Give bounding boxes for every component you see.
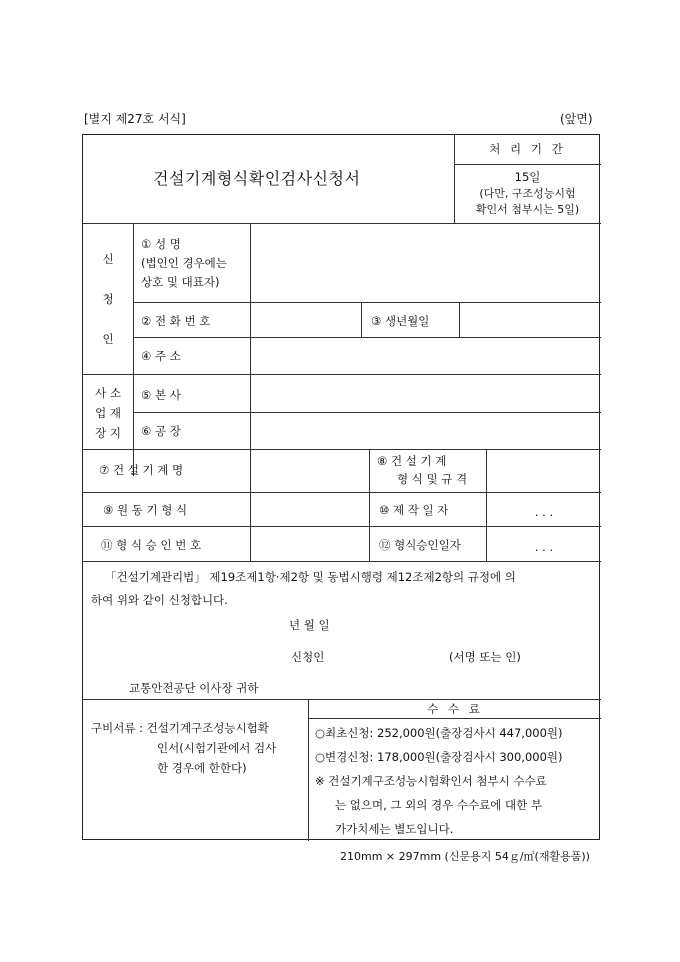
fee-first: ○최초신청: 252,000원(출장검사시 447,000원) — [315, 726, 563, 740]
applicant-sign-label: 신청인 — [291, 650, 325, 664]
addressee: 교통안전공단 이사장 귀하 — [129, 681, 259, 695]
name-note-1: (법인인 경우에는 — [141, 256, 227, 270]
processing-note-1: (다만, 구조성능시험 — [479, 187, 576, 200]
approval-no-field[interactable] — [251, 527, 368, 560]
birthdate-field[interactable] — [460, 303, 600, 337]
machine-spec-label-1: ⑧ 건 설 기 계 — [377, 454, 447, 468]
processing-period-label: 처 리 기 간 — [489, 142, 566, 156]
application-form — [82, 134, 600, 840]
machine-spec-label-2: 형 식 및 규 격 — [397, 472, 468, 486]
machine-spec-field[interactable] — [487, 450, 600, 492]
address-label: ④ 주 소 — [141, 349, 181, 363]
name-note-2: 상호 및 대표자) — [141, 275, 220, 289]
fee-note-1: ※ 건설기계구조성능시험확인서 첨부시 수수료 — [315, 774, 547, 788]
page-side: (앞면) — [560, 112, 593, 126]
fee-note-3: 가가치세는 별도입니다. — [335, 822, 454, 836]
paper-spec: 210mm × 297mm (신문용지 54ｇ/㎡(재활용품)) — [340, 850, 590, 863]
factory-label: ⑥ 공 장 — [141, 424, 181, 438]
mfg-date-field[interactable]: . . . — [534, 505, 554, 519]
machine-name-field[interactable] — [251, 450, 368, 492]
processing-days: 15일 — [514, 170, 541, 184]
declaration-line-1: 「건설기계관리법」 제19조제1항·제2항 및 동법시행령 제12조제2항의 규정에 의 — [105, 570, 516, 584]
business-label-1: 사 소 — [95, 386, 121, 400]
headquarters-label: ⑤ 본 사 — [141, 388, 181, 402]
documents-line-1: 구비서류 : 건설기계구조성능시험확 — [91, 721, 269, 735]
approval-date-label: ⑫ 형식승인일자 — [379, 538, 461, 552]
declaration-line-2: 하여 위와 같이 신청합니다. — [91, 593, 228, 607]
name-label: ① 성 명 — [141, 237, 181, 251]
documents-line-2: 인서(시험기관에서 검사 — [157, 741, 277, 755]
phone-label: ② 전 화 번 호 — [141, 314, 211, 328]
fee-note-2: 는 없으며, 그 외의 경우 수수료에 대한 부 — [335, 798, 542, 812]
mfg-date-label: ⑩ 제 작 일 자 — [379, 503, 449, 517]
prototype-label: ⑨ 원 동 기 형 식 — [103, 503, 188, 517]
phone-field[interactable] — [251, 303, 361, 337]
applicant-label-3: 인 — [102, 332, 114, 346]
prototype-field[interactable] — [251, 493, 368, 526]
business-label-3: 장 지 — [95, 426, 121, 440]
form-number: [별지 제27호 서식] — [84, 112, 186, 126]
documents-line-3: 한 경우에 한한다) — [157, 761, 247, 775]
approval-no-label: ⑪ 형 식 승 인 번 호 — [101, 538, 202, 552]
applicant-label-2: 청 — [102, 292, 114, 306]
address-field[interactable] — [251, 338, 600, 374]
machine-name-label: ⑦ 건 설 기 계 명 — [99, 463, 184, 477]
approval-date-field[interactable]: . . . — [534, 540, 554, 554]
factory-field[interactable] — [251, 413, 600, 449]
processing-note-2: 확인서 첨부시는 5일) — [475, 203, 580, 216]
signature-note: (서명 또는 인) — [449, 650, 521, 664]
name-field[interactable] — [251, 224, 600, 302]
fee-title: 수 수 료 — [427, 702, 483, 716]
birthdate-label: ③ 생년월일 — [371, 314, 430, 328]
fee-change: ○변경신청: 178,000원(출장검사시 300,000원) — [315, 750, 563, 764]
headquarters-field[interactable] — [251, 375, 600, 411]
form-title: 건설기계형식확인검사신청서 — [153, 169, 361, 188]
date-line: 년 월 일 — [289, 618, 330, 632]
business-label-2: 업 재 — [95, 406, 121, 420]
applicant-label-1: 신 — [102, 252, 114, 266]
